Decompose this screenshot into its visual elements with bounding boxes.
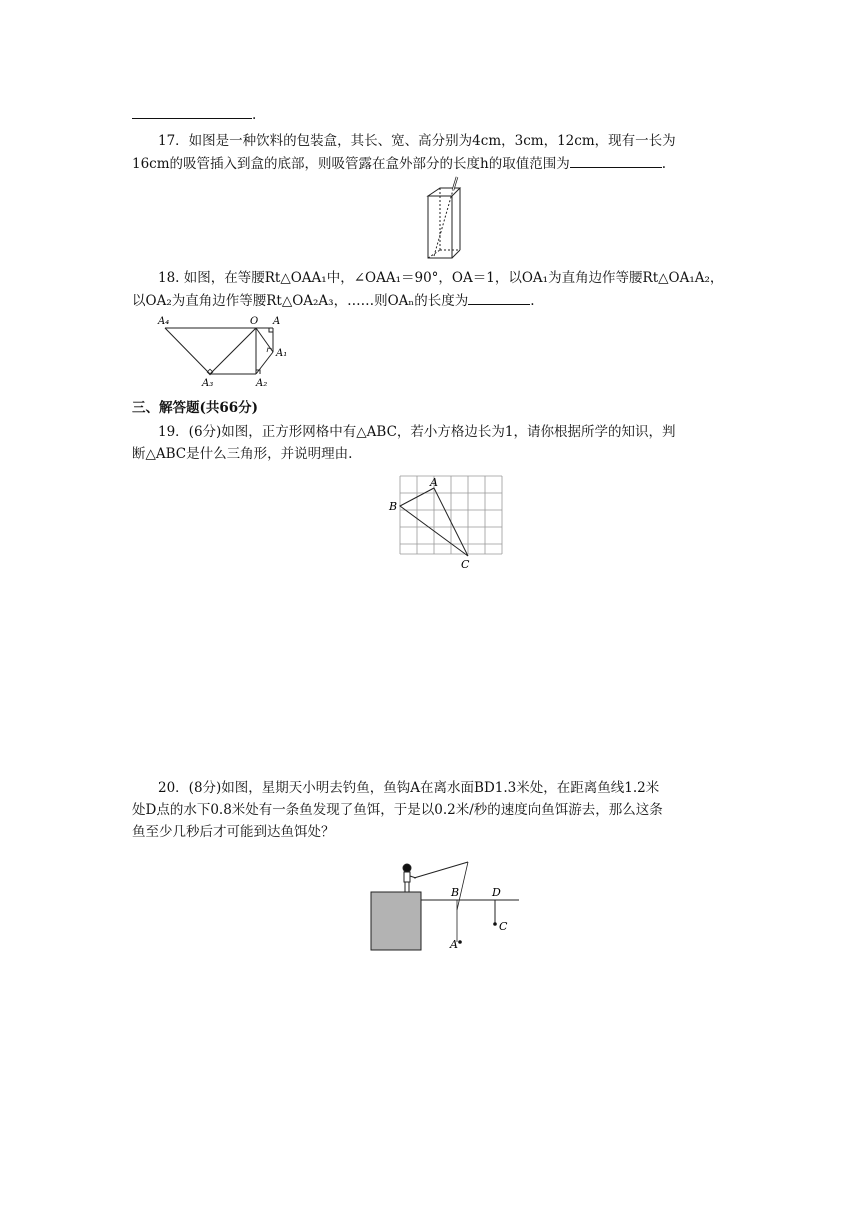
label-a: A bbox=[430, 476, 438, 489]
q17-line-2-text: 16cm的吸管插入到盒的底部，则吸管露在盒外部分的长度h的取值范围为 bbox=[132, 156, 570, 172]
q18-triangle-figure bbox=[155, 312, 295, 392]
label-a1: A₁ bbox=[276, 348, 288, 359]
q16-answer-line bbox=[132, 104, 256, 125]
q17-line-1: 17．如图是一种饮料的包装盒，其长、宽、高分别为4cm，3cm，12cm，现有一长为 bbox=[158, 133, 676, 149]
q16-end: . bbox=[252, 107, 257, 123]
q19-line-2: 断△ABC是什么三角形，并说明理由. bbox=[132, 446, 353, 462]
q20-line-2: 处D点的水下0.8米处有一条鱼发现了鱼饵，于是以0.2米/秒的速度向鱼饵游去，那么这条 bbox=[132, 802, 663, 818]
q17-box-figure bbox=[420, 176, 470, 260]
q18-line-2-text: 以OA₂为直角边作等腰Rt△OA₂A₃，……则OAₙ的长度为 bbox=[132, 293, 469, 309]
q18-line-1: 18. 如图，在等腰Rt△OAA₁中，∠OAA₁＝90°，OA＝1，以OA₁为直角边作等腰Rt△OA₁A₂， bbox=[158, 270, 724, 286]
label-b: B bbox=[451, 886, 460, 899]
q17-end: . bbox=[661, 156, 667, 172]
platform bbox=[371, 892, 421, 950]
label-a: A bbox=[450, 938, 458, 951]
section-3-heading: 三、解答题(共66分) bbox=[132, 400, 259, 416]
q20-line-1: 20．(8分)如图，星期天小明去钓鱼，鱼钩A在离水面BD1.3米处，在距离鱼线1.2米 bbox=[158, 780, 660, 796]
label-d: D bbox=[492, 886, 501, 899]
label-a: A bbox=[273, 316, 281, 327]
answer-blank bbox=[570, 153, 662, 168]
q20-fishing-figure bbox=[364, 856, 524, 956]
label-a4: A₄ bbox=[158, 316, 170, 327]
q19-line-1: 19．(6分)如图，正方形网格中有△ABC，若小方格边长为1，请你根据所学的知识，判 bbox=[158, 424, 676, 440]
label-c: C bbox=[461, 558, 470, 571]
q20-line-3: 鱼至少几秒后才可能到达鱼饵处？ bbox=[132, 824, 335, 840]
answer-blank bbox=[468, 290, 530, 305]
q18-line-2 bbox=[132, 290, 535, 311]
q18-end: . bbox=[530, 293, 535, 309]
q17-line-2 bbox=[132, 153, 666, 174]
label-a3: A₃ bbox=[202, 378, 214, 389]
label-b: B bbox=[389, 500, 398, 513]
label-o: O bbox=[250, 316, 259, 327]
label-a2: A₂ bbox=[256, 378, 268, 389]
label-c: C bbox=[499, 920, 508, 933]
answer-blank bbox=[132, 104, 252, 119]
q19-grid-figure bbox=[386, 472, 506, 572]
